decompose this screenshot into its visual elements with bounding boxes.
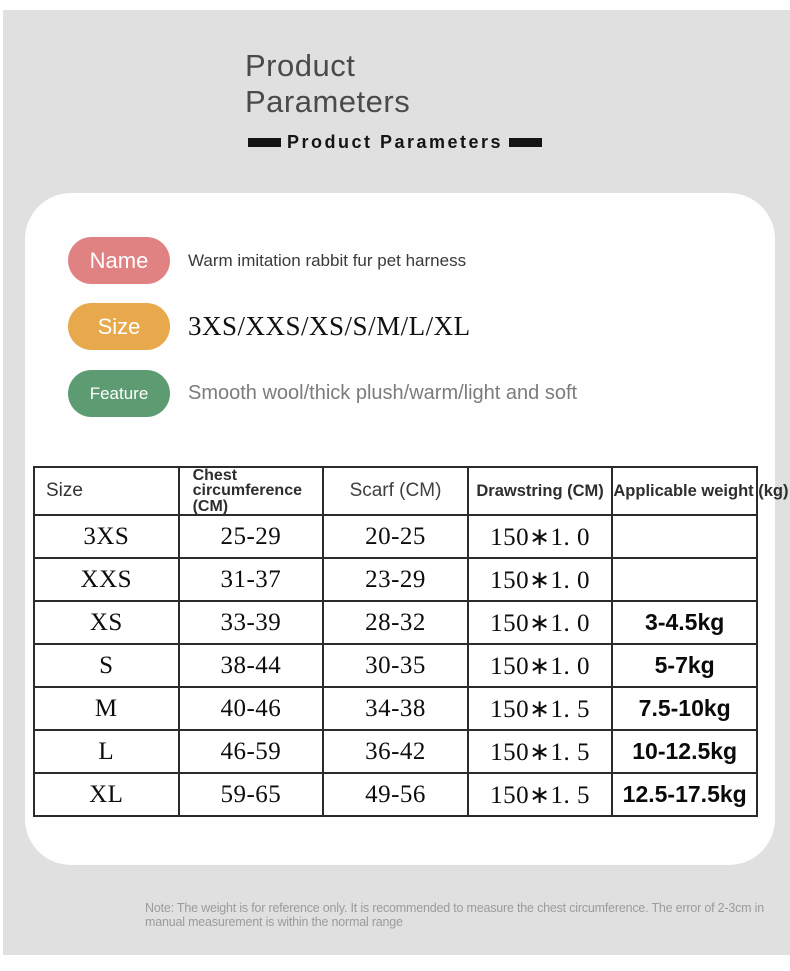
table-cell: 10-12.5kg [612,730,757,773]
table-cell: XXS [34,558,179,601]
heading-left-bar [248,138,281,147]
table-cell: 30-35 [323,644,468,687]
table-cell: 28-32 [323,601,468,644]
column-header: Drawstring (CM) [468,467,613,515]
table-cell: 25-29 [179,515,324,558]
table-cell: 3-4.5kg [612,601,757,644]
page-title-line1: Product [245,48,356,83]
table-cell: 33-39 [179,601,324,644]
table-cell: 34-38 [323,687,468,730]
table-cell: 7.5-10kg [612,687,757,730]
table-cell [612,558,757,601]
size-pill-label: Size [97,313,141,339]
table-cell: 20-25 [323,515,468,558]
table-cell: S [34,644,179,687]
table-cell: 40-46 [179,687,324,730]
table-cell: XS [34,601,179,644]
size-table [33,466,789,817]
column-header: Chest circumference (CM) [179,467,324,515]
info-row-name [68,237,466,284]
name-pill [68,237,170,284]
table-row [34,644,757,687]
section-heading [0,132,790,153]
feature-pill [68,370,170,417]
footer-note: Note: The weight is for reference only. It is recommended to measure the chest circumference. The error of 2-3cm in manual measurement is within the normal range [145,901,764,929]
page-title [245,48,410,120]
size-pill [68,303,170,350]
size-table-body [34,515,757,816]
table-cell: 59-65 [179,773,324,816]
table-cell: 150∗1. 0 [468,558,613,601]
table-cell: 5-7kg [612,644,757,687]
size-value: 3XS/XXS/XS/S/M/L/XL [188,311,471,341]
size-table-head [34,467,789,515]
name-pill-label: Name [89,247,149,273]
table-cell: 23-29 [323,558,468,601]
table-cell: 150∗1. 0 [468,644,613,687]
table-row [34,601,757,644]
info-row-feature [68,370,577,417]
table-cell: 46-59 [179,730,324,773]
column-header: Applicable weight (kg) [612,467,757,515]
table-cell: M [34,687,179,730]
table-cell: 3XS [34,515,179,558]
feature-pill-label: Feature [89,383,149,403]
table-row [34,730,757,773]
table-row [34,687,757,730]
table-cell: 31-37 [179,558,324,601]
table-cell [612,515,757,558]
table-row [34,773,757,816]
table-cell: XL [34,773,179,816]
table-cell: 150∗1. 5 [468,730,613,773]
table-cell: 150∗1. 5 [468,687,613,730]
table-cell: 36-42 [323,730,468,773]
heading-right-bar [509,138,542,147]
table-cell: 38-44 [179,644,324,687]
page-title-line2: Parameters [245,84,411,119]
feature-value: Smooth wool/thick plush/warm/light and soft [188,382,578,404]
table-cell: 49-56 [323,773,468,816]
table-row [34,558,757,601]
column-header: Size [34,467,179,515]
table-cell: 12.5-17.5kg [612,773,757,816]
table-row [34,515,757,558]
table-cell: 150∗1. 5 [468,773,613,816]
name-value: Warm imitation rabbit fur pet harness [188,250,467,270]
table-cell: L [34,730,179,773]
column-header: Scarf (CM) [323,467,468,515]
section-heading-label: Product Parameters [286,132,504,152]
table-cell: 150∗1. 0 [468,601,613,644]
table-cell: 150∗1. 0 [468,515,613,558]
parameters-card [25,193,789,865]
header-row [34,467,757,515]
info-row-size [68,303,471,350]
